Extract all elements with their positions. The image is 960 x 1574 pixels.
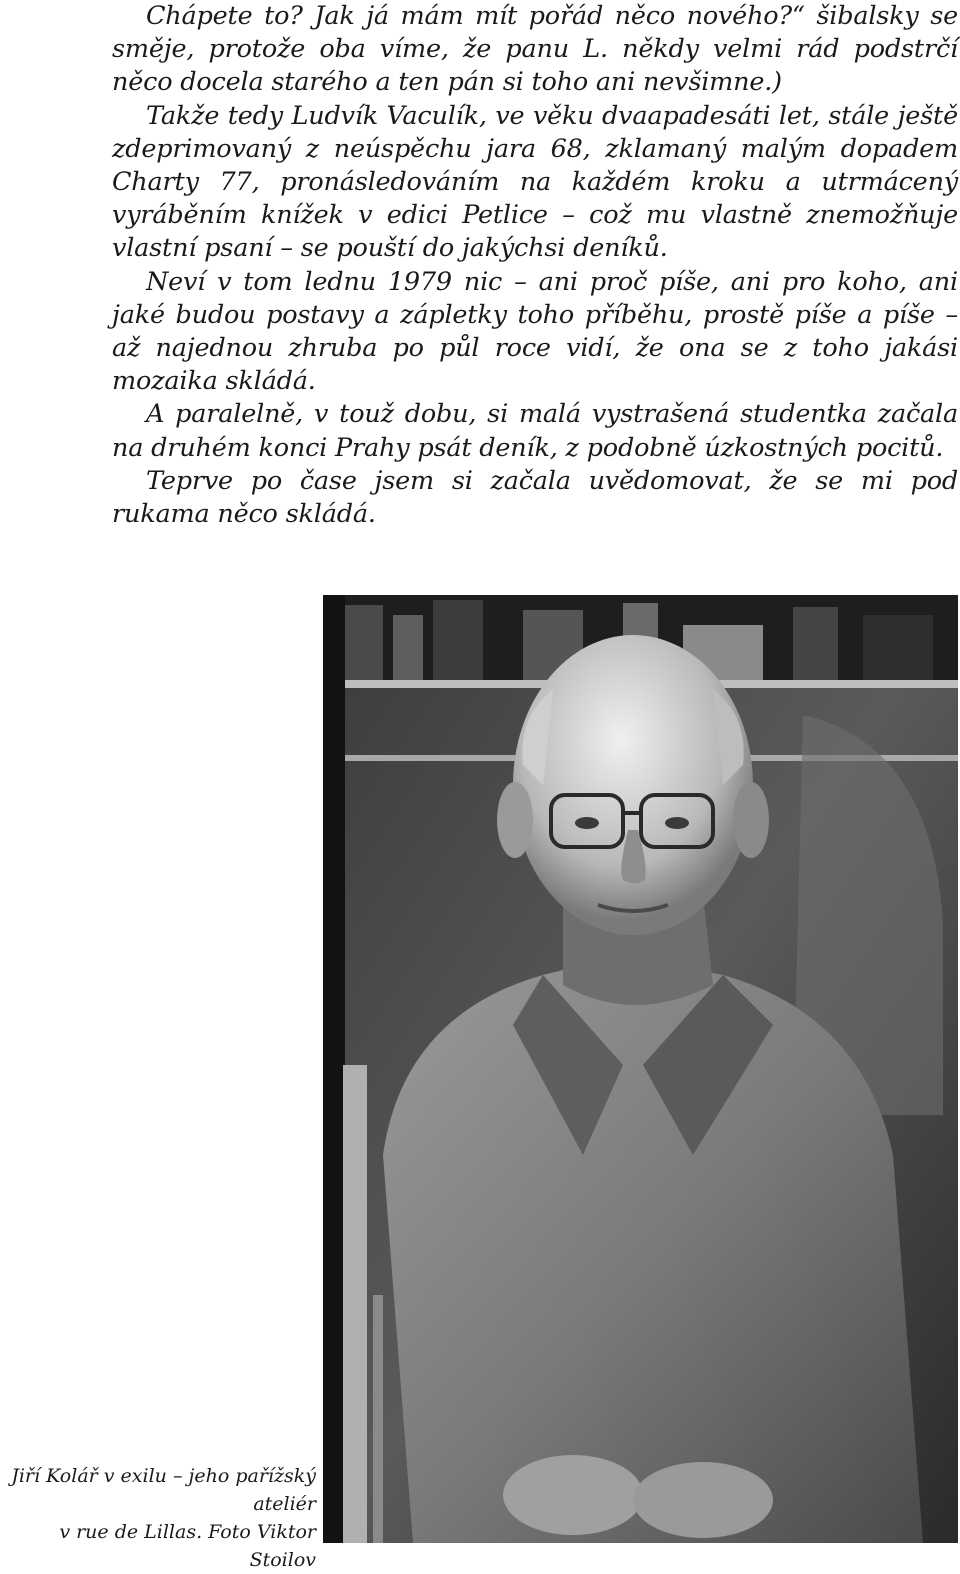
paragraph-2: Takže tedy Ludvík Vaculík, ve věku dvaapadesáti let, stále ještě zdeprimovaný z neúspěchu jara 68, zklamaný malým dopadem Charty 77, pronásledováním na každém kroku a utrmácený vyráběním knížek v edici Petlice – což mu vlastně znemožňuje vlastní psaní – se pouští do jakýchsi deníků.: [112, 100, 958, 264]
portrait-photo: [323, 595, 958, 1543]
paragraph-3: Neví v tom lednu 1979 nic – ani proč píše, ani pro koho, ani jaké budou postavy a zápletky toho příběhu, prostě píše a píše – až najednou zhruba po půl roce vidí, že ona se z toho jakási mozaika skládá.: [112, 266, 958, 397]
caption-line-2: v rue de Lillas. Foto Viktor Stoilov: [59, 1521, 316, 1571]
caption-line-1: Jiří Kolář v exilu – jeho pařížský ateliér: [11, 1465, 316, 1515]
photo-caption: [0, 1462, 316, 1574]
body-text: [112, 0, 958, 531]
paragraph-1: Chápete to? Jak já mám mít pořád něco nového?“ šibalsky se směje, protože oba víme, že panu L. někdy velmi rád podstrčí něco docela starého a ten pán si toho ani nevšimne.): [112, 1, 958, 98]
paragraph-4: A paralelně, v touž dobu, si malá vystrašená studentka začala na druhém konci Prahy psát deník, z podobně úzkostných pocitů.: [112, 399, 958, 463]
paragraph-5: Teprve po čase jsem si začala uvědomovat, že se mi pod rukama něco skládá.: [112, 465, 958, 530]
